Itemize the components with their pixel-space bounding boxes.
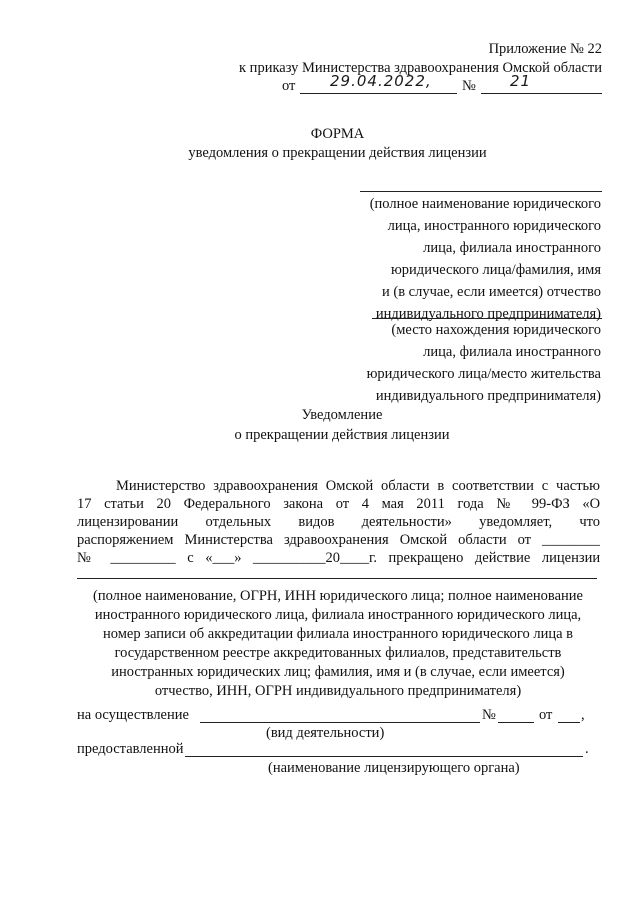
activity-number-label: № xyxy=(482,707,496,723)
activity-date-line xyxy=(558,722,580,723)
notice-title: Уведомление xyxy=(301,407,383,423)
caption-line: (полное наименование юридического xyxy=(369,196,601,212)
order-reference: к приказу Министерства здравоохранения Омской области xyxy=(239,60,602,76)
number-line xyxy=(481,93,602,94)
notice-subtitle: о прекращении действия лицензии xyxy=(234,427,450,443)
body-line-2: 17 статьи 20 Федерального закона от 4 мая 2011 года № 99-ФЗ «О xyxy=(77,497,600,512)
body-line-4: распоряжением Министерства здравоохранения Омской области от ________ xyxy=(77,533,600,548)
caption-line: (место нахождения юридического xyxy=(391,322,601,338)
addressee-name-line xyxy=(360,191,602,192)
caption-line: юридического лица/фамилия, имя xyxy=(390,262,601,278)
granted-label: предоставленной xyxy=(77,741,184,757)
date-label: от xyxy=(282,78,296,94)
caption-line: и (в случае, если имеется) отчество xyxy=(381,284,601,300)
handwritten-date: 29.04.2022, xyxy=(330,72,432,90)
caption-line: юридического лица/место жительства xyxy=(366,366,601,382)
caption-line: лица, филиала иностранного xyxy=(423,344,601,360)
activity-from-label: от xyxy=(539,707,553,723)
addressee-location-caption xyxy=(356,319,601,407)
number-label: № xyxy=(462,78,476,94)
body-line-3: лицензировании отдельных видов деятельности» уведомляет, что xyxy=(77,515,600,530)
licensee-caption xyxy=(0,587,635,701)
form-title: ФОРМА xyxy=(310,126,365,142)
caption-line: иностранного юридического лица, филиала иностранного юридического лица, xyxy=(94,607,582,623)
caption-line: (полное наименование, ОГРН, ИНН юридического лица; полное наименование xyxy=(93,588,583,604)
caption-line: индивидуального предпринимателя) xyxy=(375,388,601,404)
caption-line: индивидуального предпринимателя) xyxy=(375,306,601,322)
granted-caption: (наименование лицензирующего органа) xyxy=(268,760,520,776)
caption-line: лица, филиала иностранного xyxy=(423,240,601,256)
date-line xyxy=(300,93,457,94)
granted-end-mark: . xyxy=(585,741,589,757)
caption-line: лица, иностранного юридического xyxy=(387,218,601,234)
activity-label: на осуществление xyxy=(77,707,189,723)
activity-end-mark: , xyxy=(581,707,585,723)
caption-line: иностранных юридических лиц; фамилия, имя и (в случае, если имеется) xyxy=(111,664,565,680)
appendix-label: Приложение № 22 xyxy=(488,41,602,57)
licensee-line xyxy=(77,578,597,579)
activity-line xyxy=(200,722,480,723)
activity-number-line xyxy=(498,722,534,723)
caption-line: номер записи об аккредитации филиала иностранного юридического лица в xyxy=(103,626,573,642)
form-subtitle: уведомления о прекращении действия лицензии xyxy=(188,145,487,161)
handwritten-number: 21 xyxy=(510,72,532,90)
addressee-name-caption xyxy=(356,193,601,325)
caption-line: отчество, ИНН, ОГРН индивидуального предпринимателя) xyxy=(154,683,522,699)
granted-line xyxy=(185,756,583,757)
activity-caption: (вид деятельности) xyxy=(266,725,385,741)
caption-line: государственном реестре аккредитованных филиалов, представительств xyxy=(114,645,562,661)
body-line-5: № _________ с «___» __________20____г. прекращено действие лицензии xyxy=(77,551,600,566)
body-line-1: Министерство здравоохранения Омской области в соответствии с частью xyxy=(116,478,600,494)
